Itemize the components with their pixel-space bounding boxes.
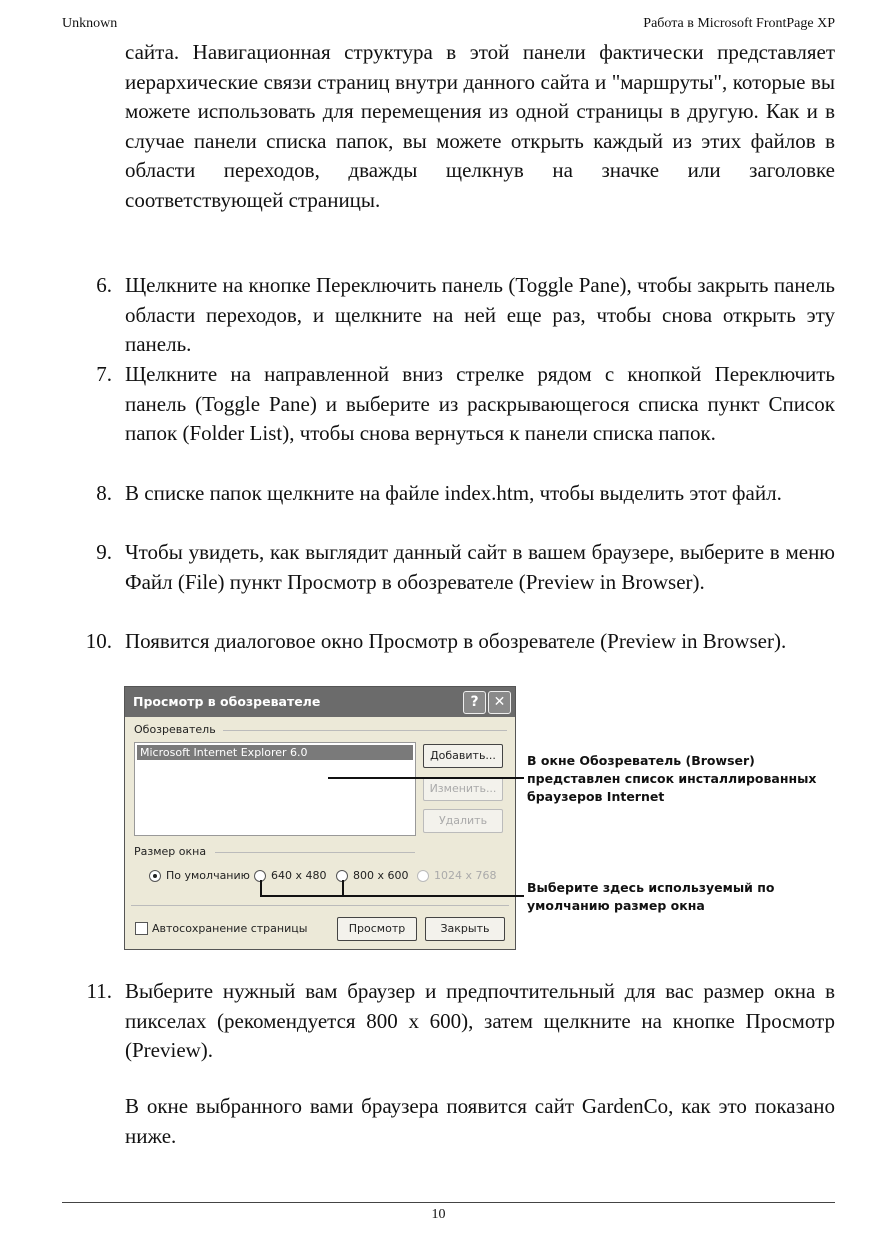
step-number: 10. — [85, 629, 112, 653]
page-number: 10 — [431, 1207, 446, 1222]
dialog-title: Просмотр в обозревателе — [133, 694, 321, 709]
header-right: Работа в Microsoft FrontPage XP — [643, 16, 835, 31]
preview-button[interactable]: Просмотр — [337, 917, 417, 941]
close-icon[interactable]: ✕ — [488, 691, 511, 714]
step-text: Щелкните на кнопке Переключить панель (Toggle Pane), чтобы закрыть панель области переходов, и щелкните на ней еще раз, чтобы снова открыть эту панель. — [125, 273, 835, 356]
size-default-label: По умолчанию — [166, 869, 250, 882]
autosave-label: Автосохранение страницы — [152, 922, 308, 935]
step-text: В списке папок щелкните на файле index.htm, чтобы выделить этот файл. — [125, 481, 782, 505]
size-1024-radio[interactable] — [417, 870, 429, 882]
browser-callout: В окне Обозреватель (Browser) представлен список инсталлированных браузеров Internet — [527, 753, 817, 804]
size-1024-label: 1024 x 768 — [434, 869, 497, 882]
browser-listbox[interactable] — [134, 742, 416, 836]
size-default-radio[interactable] — [149, 870, 161, 882]
step-number: 7. — [96, 362, 112, 386]
step-number: 9. — [96, 540, 112, 564]
group-divider — [223, 730, 507, 731]
step-number: 8. — [96, 481, 112, 505]
callout-line-size-a — [260, 880, 262, 896]
autosave-checkbox[interactable] — [135, 922, 148, 935]
browser-group-label: Обозреватель — [134, 723, 216, 736]
help-icon[interactable]: ? — [463, 691, 486, 714]
intro-paragraph: сайта. Навигационная структура в этой панели фактически представляет иерархические связи страниц внутри данного сайта и "маршруты", которые вы можете использовать для перемещения из одной страницы в другую. Как и в случае панели списка папок, вы можете открыть каждый из этих файлов в области переходов, дважды щелкнув на значке или заголовке соответствующей страницы. — [125, 40, 835, 212]
callout-line-size-c — [260, 895, 524, 897]
step-number: 6. — [96, 273, 112, 297]
delete-button[interactable]: Удалить — [423, 809, 503, 833]
edit-button[interactable]: Изменить... — [423, 777, 503, 801]
preview-dialog — [124, 686, 516, 950]
group-divider — [215, 852, 415, 853]
header-left: Unknown — [62, 16, 118, 31]
step-text: Выберите нужный вам браузер и предпочтительный для вас размер окна в пикселах (рекомендуется 800 х 600), затем щелкните на кнопке Просмотр (Preview). — [125, 979, 835, 1062]
size-callout: Выберите здесь используемый по умолчанию размер окна — [527, 880, 775, 913]
group-divider — [131, 905, 509, 906]
step-text: Появится диалоговое окно Просмотр в обозревателе (Preview in Browser). — [125, 629, 787, 653]
browser-list-item[interactable]: Microsoft Internet Explorer 6.0 — [137, 745, 413, 760]
dialog-close-button[interactable]: Закрыть — [425, 917, 505, 941]
footer-rule — [62, 1202, 835, 1203]
size-640-label: 640 x 480 — [271, 869, 327, 882]
dialog-figure — [124, 686, 836, 952]
window-size-label: Размер окна — [134, 845, 207, 858]
step-number: 11. — [86, 979, 112, 1003]
step-text: Чтобы увидеть, как выглядит данный сайт в вашем браузере, выберите в меню Файл (File) пункт Просмотр в обозревателе (Preview in Browser). — [125, 540, 835, 594]
add-button[interactable]: Добавить... — [423, 744, 503, 768]
closing-paragraph: В окне выбранного вами браузера появится сайт GardenCo, как это показано ниже. — [125, 1094, 835, 1148]
dialog-title-bar — [125, 687, 515, 717]
callout-line-browser — [328, 777, 524, 779]
callout-line-size-b — [342, 880, 344, 896]
step-text: Щелкните на направленной вниз стрелке рядом с кнопкой Переключить панель (Toggle Pane) и выберите из раскрывающегося списка пункт Список папок (Folder List), чтобы снова вернуться к панели списка папок. — [125, 362, 835, 445]
size-800-label: 800 x 600 — [353, 869, 409, 882]
